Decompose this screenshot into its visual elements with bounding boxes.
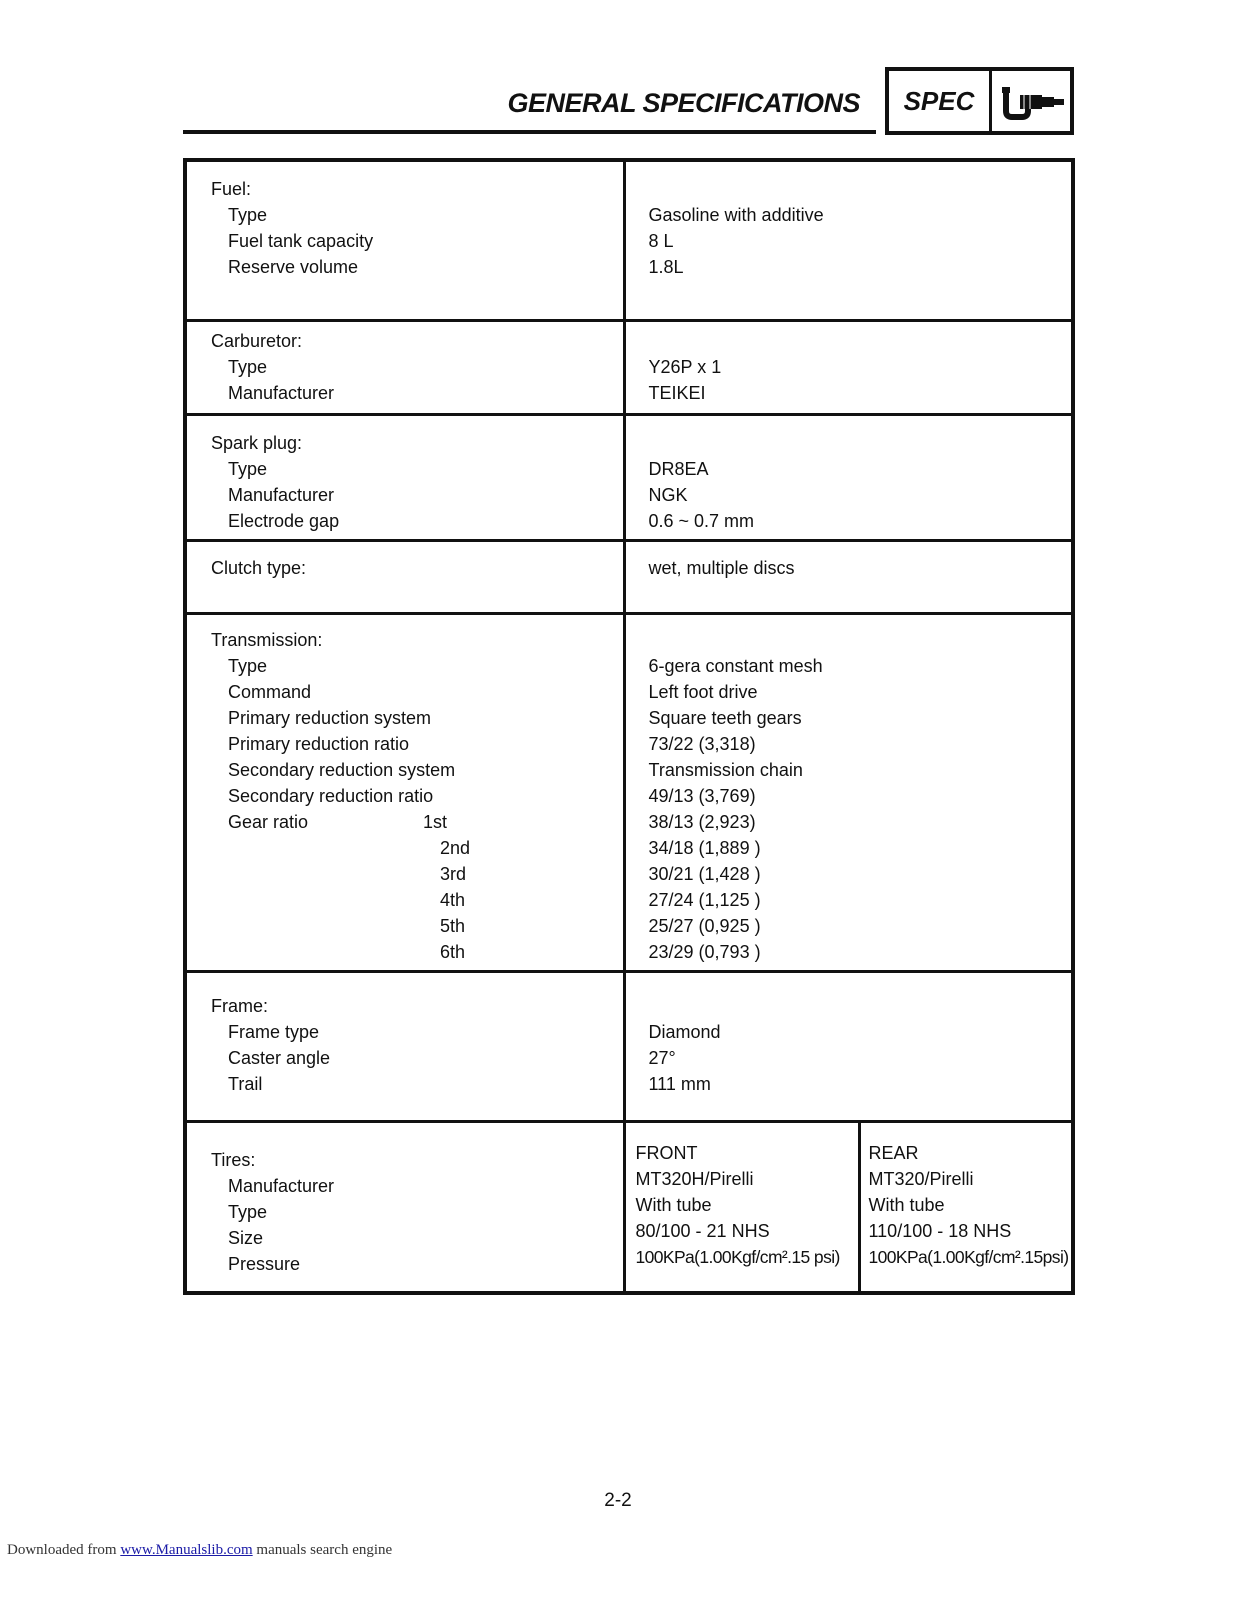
transmission-value: Square teeth gears	[648, 707, 802, 728]
fuel-value: Gasoline with additive	[648, 205, 824, 225]
transmission-value: Transmission chain	[648, 759, 803, 780]
fuel-labels	[185, 160, 624, 320]
spark-plug-label: Type	[228, 458, 268, 479]
rear-tire-column	[861, 1123, 1072, 1291]
transmission-label: Secondary reduction system	[228, 759, 456, 780]
transmission-label: Primary reduction ratio	[228, 733, 410, 754]
spark-plug-label: Electrode gap	[228, 510, 340, 531]
carburetor-values	[624, 320, 1073, 414]
transmission-row	[185, 613, 1073, 971]
tires-label: Size	[228, 1227, 264, 1248]
front-tire-value: 80/100 - 21 NHS	[635, 1220, 770, 1241]
spark-plug-value: NGK	[648, 484, 688, 505]
gear-line	[211, 835, 623, 861]
rear-tire-value: With tube	[868, 1194, 945, 1215]
gear-line	[211, 939, 623, 965]
tires-label: Pressure	[228, 1253, 301, 1274]
fuel-heading: Fuel:	[211, 179, 252, 199]
tires-split	[626, 1123, 1072, 1291]
fuel-value: 1.8L	[648, 257, 684, 277]
spec-table	[183, 158, 1075, 1295]
fuel-label: Type	[228, 205, 268, 225]
front-tire-column	[626, 1123, 861, 1291]
transmission-values	[624, 613, 1073, 971]
spec-badge-label: SPEC	[903, 86, 975, 116]
carburetor-value: Y26P x 1	[648, 356, 722, 377]
footer-prefix: Downloaded from	[7, 1542, 117, 1558]
micrometer-icon	[1000, 81, 1066, 121]
tires-labels	[185, 1121, 624, 1293]
manualslib-link[interactable]: www.Manualslib.com	[120, 1542, 253, 1558]
fuel-value: 8 L	[648, 231, 674, 251]
gear-number: 6th	[440, 941, 466, 962]
carburetor-row	[185, 320, 1073, 414]
clutch-heading: Clutch type:	[211, 557, 307, 578]
page-title: GENERAL SPECIFICATIONS	[507, 88, 860, 118]
rear-tire-value: MT320/Pirelli	[868, 1168, 974, 1189]
badge-divider	[989, 71, 992, 131]
transmission-value: 73/22 (3,318)	[648, 733, 756, 754]
transmission-value: 6-gera constant mesh	[648, 655, 823, 676]
transmission-label: Type	[228, 655, 268, 676]
footer-suffix: manuals search engine	[256, 1542, 393, 1558]
clutch-value: wet, multiple discs	[648, 557, 795, 578]
transmission-label: Command	[228, 681, 312, 702]
gear-number: 3rd	[440, 863, 467, 884]
transmission-value: 23/29 (0,793 )	[648, 941, 761, 962]
download-footer	[7, 1542, 392, 1559]
spark-plug-row	[185, 414, 1073, 540]
gear-number: 4th	[440, 889, 466, 910]
transmission-heading: Transmission:	[211, 629, 323, 650]
rear-tire-heading: REAR	[868, 1142, 919, 1163]
transmission-value: 49/13 (3,769)	[648, 785, 756, 806]
gear-ratio-line	[211, 809, 623, 835]
spark-plug-value: DR8EA	[648, 458, 709, 479]
gear-number: 5th	[440, 915, 466, 936]
tires-label: Type	[228, 1201, 268, 1222]
spark-plug-values	[624, 414, 1073, 540]
rear-tire-value: 110/100 - 18 NHS	[868, 1220, 1012, 1241]
gear-line	[211, 861, 623, 887]
front-tire-heading: FRONT	[635, 1142, 698, 1163]
frame-values	[624, 971, 1073, 1121]
transmission-value: 38/13 (2,923)	[648, 811, 756, 832]
frame-row	[185, 971, 1073, 1121]
frame-labels	[185, 971, 624, 1121]
carburetor-label: Manufacturer	[228, 382, 335, 403]
clutch-row	[185, 540, 1073, 613]
rear-tire-value: 100KPa(1.00Kgf/cm².15psi)	[868, 1246, 1069, 1267]
transmission-value: 25/27 (0,925 )	[648, 915, 761, 936]
title-rule	[183, 130, 876, 134]
tires-label: Manufacturer	[228, 1175, 335, 1196]
gear-number: 1st	[423, 811, 448, 832]
transmission-value: 34/18 (1,889 )	[648, 837, 761, 858]
front-tire-value: MT320H/Pirelli	[635, 1168, 754, 1189]
clutch-label-cell	[185, 540, 624, 613]
frame-heading: Frame:	[211, 995, 269, 1016]
spark-plug-labels	[185, 414, 624, 540]
spark-plug-heading: Spark plug:	[211, 432, 303, 453]
gear-line	[211, 913, 623, 939]
clutch-value-cell	[624, 540, 1073, 613]
fuel-row	[185, 160, 1073, 320]
transmission-labels	[185, 613, 624, 971]
fuel-values	[624, 160, 1073, 320]
transmission-value: 30/21 (1,428 )	[648, 863, 761, 884]
front-tire-value: 100KPa(1.00Kgf/cm².15 psi)	[635, 1246, 840, 1267]
spark-plug-label: Manufacturer	[228, 484, 335, 505]
gear-number: 2nd	[440, 837, 471, 858]
fuel-label: Reserve volume	[228, 257, 359, 277]
spec-badge	[885, 67, 1074, 135]
spark-plug-value: 0.6 ~ 0.7 mm	[648, 510, 755, 531]
transmission-label: Secondary reduction ratio	[228, 785, 434, 806]
carburetor-labels	[185, 320, 624, 414]
gear-ratio-label: Gear ratio	[228, 811, 309, 832]
carburetor-heading: Carburetor:	[211, 330, 303, 351]
frame-label: Trail	[228, 1073, 263, 1094]
frame-value: Diamond	[648, 1021, 721, 1042]
carburetor-value: TEIKEI	[648, 382, 706, 403]
transmission-label: Primary reduction system	[228, 707, 432, 728]
frame-label: Frame type	[228, 1021, 320, 1042]
tires-values	[624, 1121, 1073, 1293]
fuel-label: Fuel tank capacity	[228, 231, 374, 251]
page-number: 2-2	[604, 1490, 632, 1511]
frame-value: 111 mm	[648, 1073, 711, 1094]
gear-line	[211, 887, 623, 913]
transmission-value: 27/24 (1,125 )	[648, 889, 761, 910]
frame-value: 27°	[648, 1047, 676, 1068]
transmission-value: Left foot drive	[648, 681, 758, 702]
front-tire-value: With tube	[635, 1194, 712, 1215]
tires-heading: Tires:	[211, 1149, 256, 1170]
carburetor-label: Type	[228, 356, 268, 377]
frame-label: Caster angle	[228, 1047, 331, 1068]
tires-row	[185, 1121, 1073, 1293]
